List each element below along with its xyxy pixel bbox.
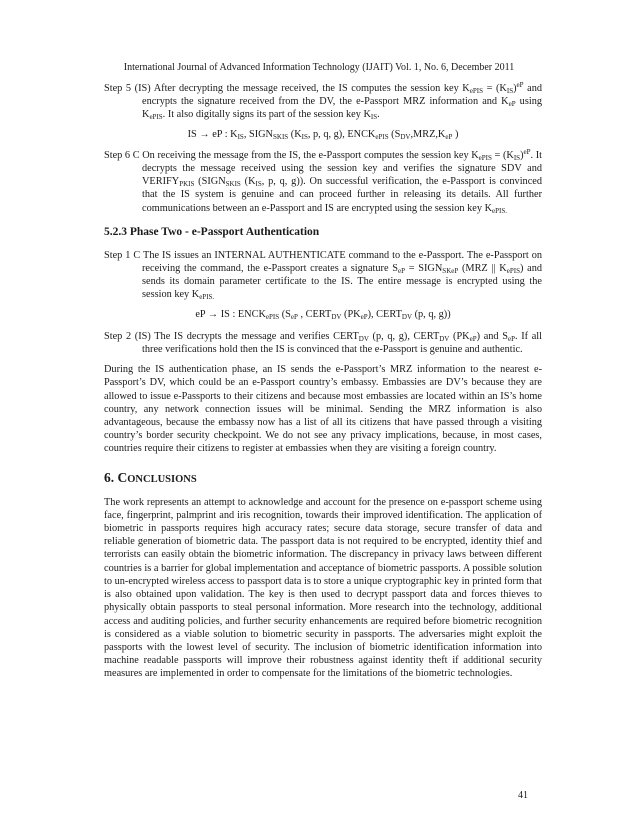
step-5: Step 5 (IS) After decrypting the message received, the IS computes the session key $K_{ePIS} = (K_{IS})^{eP}$ and encrypts the signature received from the DV, the e-Passport MRZ information and $K_{eP}$ using $K_{ePIS}$. It also digitally signs its part of the session key $K_{IS}$. xyxy=(104,81,542,122)
step-6-label: Step 6 C xyxy=(104,149,140,161)
phase2-step-2: Step 2 (IS) The IS decrypts the message and verifies $CERT_{DV}$ (p, q, g), $CERT_{DV}$ $(PK_{eP})$ and $S_{eP}$. If all three verifications hold then the IS is convinced that the e-Passport is genuine and authentic. xyxy=(104,330,543,356)
journal-header: International Journal of Advanced Information Technology (IJAIT) Vol. 1, No. 6, December 2011 xyxy=(123,62,515,73)
phase2-step-1-equation: eP → IS : $ENCK_{ePIS}$ ($S_{eP}$ , $CERT_{DV}$ $(PK_{eP})$, $CERT_{DV}$ (p, q, g)) xyxy=(195,308,451,321)
section-5-2-3-heading: 5.2.3 Phase Two - e-Passport Authentication xyxy=(104,225,320,238)
step-6: Step 6 C On receiving the message from the IS, the e-Passport computes the session key $K_{ePIS} = (K_{IS})^{eP}$. It decrypts the message received using the session key and verifies the signature SDV and $VERIFY_{PKIS}$ ($SIGN_{SKIS}$ ($K_{IS}$, p, q, g)). On successful verification, the e-Passport is convinced that the IS system is genuine and can proceed further in releasing its details. All further communications between an e-Passport and IS are encrypted using the session key $K_{ePIS.}$ xyxy=(104,147,542,215)
step-5-equation: IS → eP : $K_{IS}$, $SIGN_{SKIS}$ ($K_{IS}$, p, q, g), $ENCK_{ePIS}$ ($S_{DV},MRZ,K_{eP}$ ) xyxy=(187,128,459,141)
step-5-label: Step 5 (IS) xyxy=(104,83,151,94)
page-body xyxy=(104,82,542,681)
conclusions-heading: 6. CONCLUSIONS xyxy=(104,469,197,485)
phase2-step-1-label: Step 1 C xyxy=(104,249,141,261)
page-number: 41 xyxy=(518,790,528,801)
phase2-step-2-label: Step 2 (IS) xyxy=(104,330,151,342)
is-authentication-paragraph: During the IS authentication phase, an IS sends the e-Passport’s MRZ information to the nearest e-Passport’s DV, which could be an e-Passport country’s embassy. Embassies are DV’s because they are allowed to issue e-Passports to their citizens and because most embassies are located within an IS’s home country, any network connection issues will be minimal. Sending the MRZ information is also advantageous, because the embassy now has a list of all its citizens that have passed through a visiting country’s border security checkpoint. We do not see any privacy implications, because, in most cases, countries require their citizens to register at embassies when they are visiting a foreign country. xyxy=(104,364,542,455)
phase2-step-1: Step 1 C The IS issues an INTERNAL AUTHENTICATE command to the e-Passport. The e-Passport on receiving the command, the e-Passport creates a signature $S_{eP}$ = $SIGN_{SKeP}$ (MRZ || $K_{ePIS}$) and sends its domain parameter certificate to the IS. The entire message is encrypted using the session key $K_{ePIS.}$ xyxy=(104,249,543,302)
conclusions-paragraph: The work represents an attempt to acknowledge and account for the presence on e-passport scheme using face, fingerprint, palmprint and iris recognition, towards their improved identification. The application of biometric in passports requires high accuracy rates; secure data storage, secure transfer of data and reliable generation of biometric data. The passport data is not required to be encrypted, identity thief and terrorists can easily obtain the biometric information. The discrepancy in privacy laws between different countries is a barrier for global implementation and acceptance of biometric passports. A possible solution to un-encrypted wireless access to passport data is to store a unique cryptographic key in printed form that is also obtained upon validation. The key is then used to decrypt passport data and forces thieves to physically obtain passports to steal personal information. More research into the technology, additional access and auditing policies, and further security enhancements are required before biometric recognition is considered as a viable solution to biometric security in passports. The adversaries might exploit the passports with the lowest level of security. The inclusion of biometric identification information into machine readable passports will improve their robustness against identity theft if additional security measures are implemented in order to compensate for the limitations of the biometric technologies. xyxy=(104,496,542,680)
